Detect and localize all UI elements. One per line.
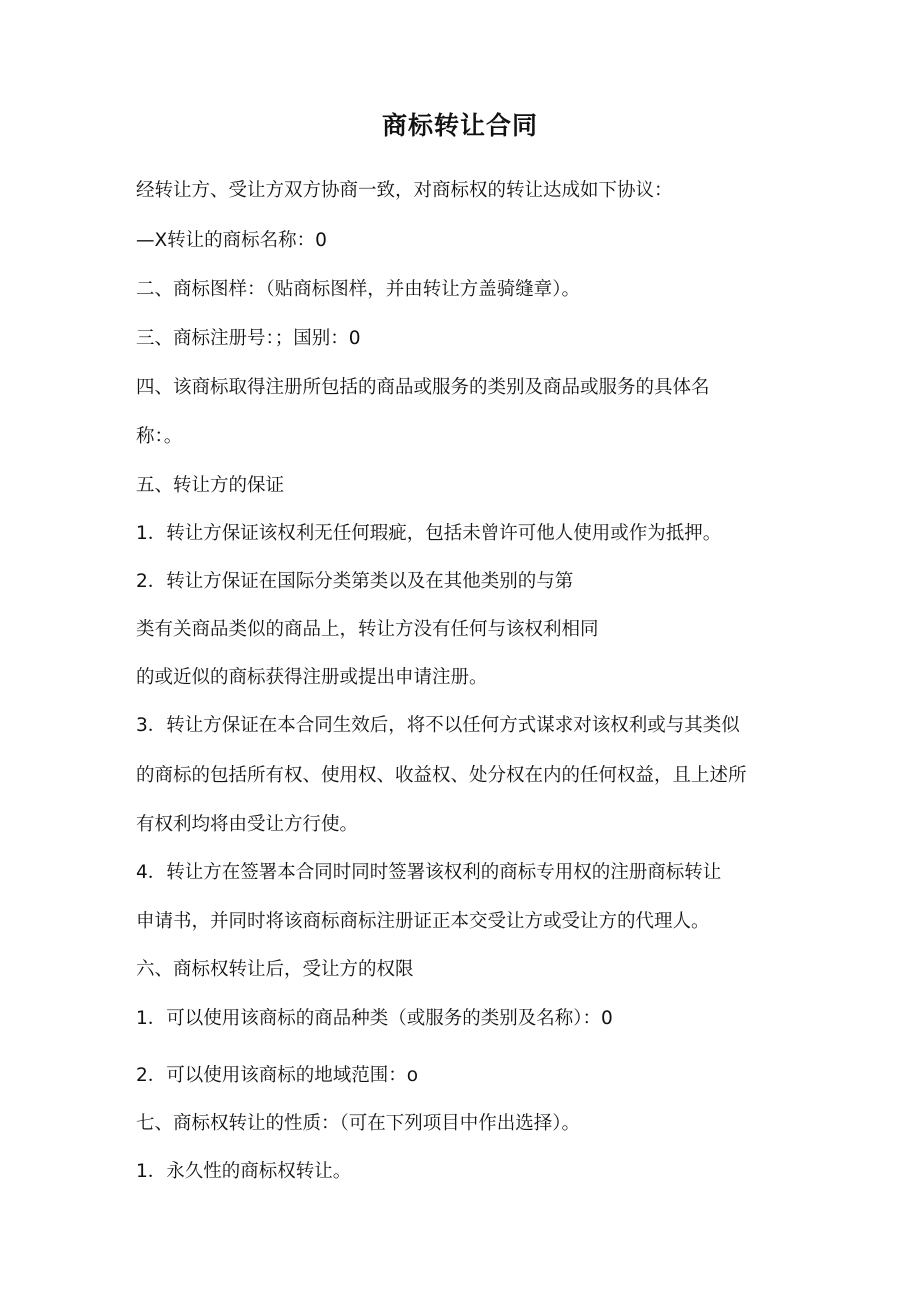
clause-5-item-2-line-2: 类有关商品类似的商品上，转让方没有任何与该权利相同	[136, 619, 599, 640]
clause-5-heading: 五、转让方的保证	[136, 475, 285, 496]
clause-4-continuation: 称：。	[136, 426, 183, 447]
clause-3-registration-number: 三、商标注册号：；国别：0	[136, 328, 361, 349]
clause-4-goods-services: 四、该商标取得注册所包括的商品或服务的类别及商品或服务的具体名	[136, 377, 710, 398]
clause-5-item-2: 2．转让方保证在国际分类第类以及在其他类别的与第	[136, 571, 574, 592]
clause-1-trademark-name: —X转让的商标名称：0	[136, 230, 327, 251]
clause-5-item-1: 1．转让方保证该权利无任何瑕疵，包括未曾许可他人使用或作为抵押。	[136, 523, 722, 544]
clause-5-item-2-line-3: 的或近似的商标获得注册或提出申请注册。	[136, 667, 488, 688]
clause-5-item-3: 3．转让方保证在本合同生效后，将不以任何方式谋求对该权利或与其类似	[136, 715, 740, 736]
intro-paragraph: 经转让方、受让方双方协商一致，对商标权的转让达成如下协议：	[136, 180, 673, 201]
clause-7-item-1: 1．永久性的商标权转让。	[136, 1161, 352, 1182]
clause-6-item-1: 1．可以使用该商标的商品种类（或服务的类别及名称）：0	[136, 1008, 613, 1029]
clause-5-item-3-line-3: 有权利均将由受让方行使。	[136, 814, 359, 835]
clause-2-trademark-sample: 二、商标图样：（贴商标图样，并由转让方盖骑缝章）。	[136, 279, 581, 300]
clause-5-item-4-line-2: 申请书，并同时将该商标商标注册证正本交受让方或受让方的代理人。	[136, 911, 710, 932]
document-title: 商标转让合同	[381, 111, 538, 140]
clause-6-heading: 六、商标权转让后，受让方的权限	[136, 959, 414, 980]
clause-5-item-4: 4．转让方在签署本合同时同时签署该权利的商标专用权的注册商标转让	[136, 862, 722, 883]
clause-6-item-2: 2．可以使用该商标的地域范围：o	[136, 1065, 419, 1086]
clause-5-item-3-line-2: 的商标的包括所有权、使用权、收益权、处分权在内的任何权益，且上述所	[136, 765, 747, 786]
clause-7-heading: 七、商标权转让的性质：（可在下列项目中作出选择）。	[136, 1113, 581, 1134]
